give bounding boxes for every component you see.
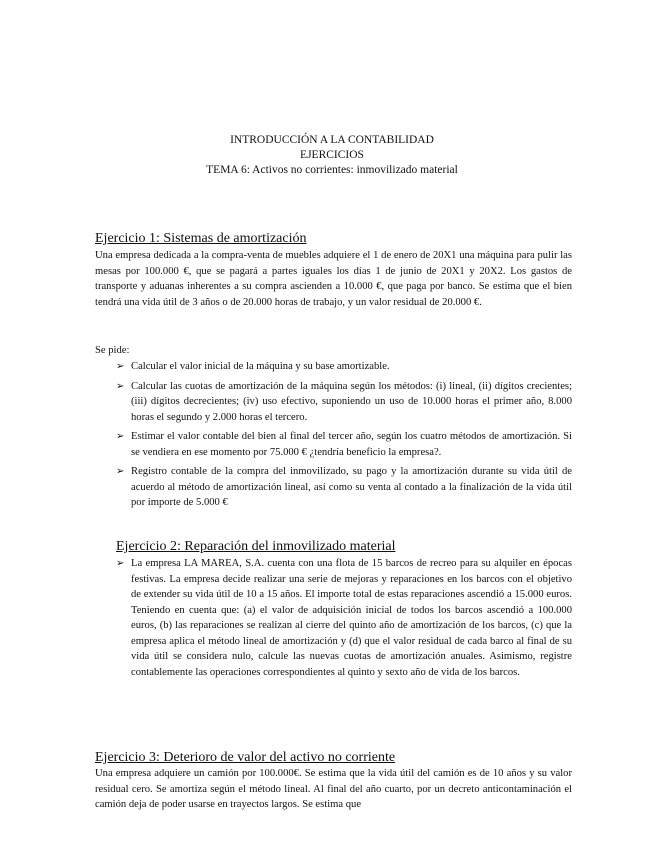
arrow-bullet-icon: ➢ [116, 380, 125, 392]
course-title: INTRODUCCIÓN A LA CONTABILIDAD [230, 134, 434, 146]
topic-title: TEMA 6: Activos no corrientes: inmovilizado material [206, 164, 458, 176]
task-text: Calcular las cuotas de amortización de la máquina según los métodos: (i) lineal, (ii) dígitos crecientes; (iii) dígitos decrecientes; (iv) uso efectivo, suponiendo un uso de 10.000 horas el primer año, 8.000 horas el segundo y 2.000 horas el tercero. [131, 380, 572, 423]
exercise-2-title: Ejercicio 2: Reparación del inmovilizado material [116, 539, 396, 554]
task-text: La empresa LA MAREA, S.A. cuenta con una flota de 15 barcos de recreo para su alquiler en épocas festivas. La empresa decide realizar una serie de mejoras y reparaciones en los barcos con el objetivo de extender su vida útil de 10 a 15 años. El importe total de estas reparaciones ascendió a 15.000 euros. Teniendo en cuenta que: (a) el valor de adquisición inicial de todos los barcos ascendió a 100.000 euros, (b) las reparaciones se realizan al cierre del quinto año de amortización de los barcos, (c) que la empresa aplica el método lineal de amortización y (d) que el valor residual de cada barco al final de su vida útil se considera nulo, calcule las nuevas cuotas de amortización anuales. Asimismo, registre contablemente las operaciones correspondientes al quinto y sexto año de vida de los barcos. [131, 558, 572, 678]
arrow-bullet-icon: ➢ [116, 361, 125, 372]
arrow-bullet-icon: ➢ [116, 558, 125, 569]
exercise-2-task-list [116, 556, 572, 684]
arrow-bullet-icon: ➢ [116, 466, 125, 477]
task-text: Calcular el valor inicial de la máquina y su base amortizable. [131, 361, 390, 372]
section-label: EJERCICIOS [300, 149, 364, 161]
arrow-bullet-icon: ➢ [116, 431, 125, 442]
exercise-1-statement: Una empresa dedicada a la compra-venta de muebles adquiere el 1 de enero de 20X1 una máquina para pulir las mesas por 100.000 €, que se pagará a partes iguales los días 1 de junio de 20X1 y 20X2. Los gastos de transporte y aduanas inherentes a su compra ascienden a 10.000 €, que paga por banco. Se estima que el bien tendrá una vida útil de 3 años o de 20.000 horas de trabajo, y un valor residual de 20.000 €. [95, 250, 572, 308]
exercise-1-task-list [116, 359, 572, 515]
se-pide-label: Se pide: [95, 345, 130, 356]
exercise-3-title: Ejercicio 3: Deterioro de valor del activo no corriente [95, 750, 396, 765]
exercise-1-title: Ejercicio 1: Sistemas de amortización [95, 231, 307, 246]
list-item [116, 464, 572, 511]
list-item [116, 359, 572, 375]
task-text: Estimar el valor contable del bien al final del tercer año, según los cuatro métodos de amortización. Si se vendiera en ese momento por 75.000 € ¿tendría beneficio la empresa?. [131, 431, 572, 458]
document-header [0, 133, 664, 178]
list-item [116, 429, 572, 460]
list-item [116, 556, 572, 680]
exercise-3-statement: Una empresa adquiere un camión por 100.000€. Se estima que la vida útil del camión es de 10 años y su valor residual cero. Se amortiza según el método lineal. Al final del año cuarto, por un decreto anticontaminación el camión deja de poder usarse en trayectos largos. Se estima que [95, 768, 572, 810]
task-text: Registro contable de la compra del inmovilizado, su pago y la amortización durante su vida útil de acuerdo al método de amortización lineal, así como su venta al contado a la finalización de la vida útil por importe de 5.000 € [131, 466, 572, 508]
list-item [116, 379, 572, 426]
